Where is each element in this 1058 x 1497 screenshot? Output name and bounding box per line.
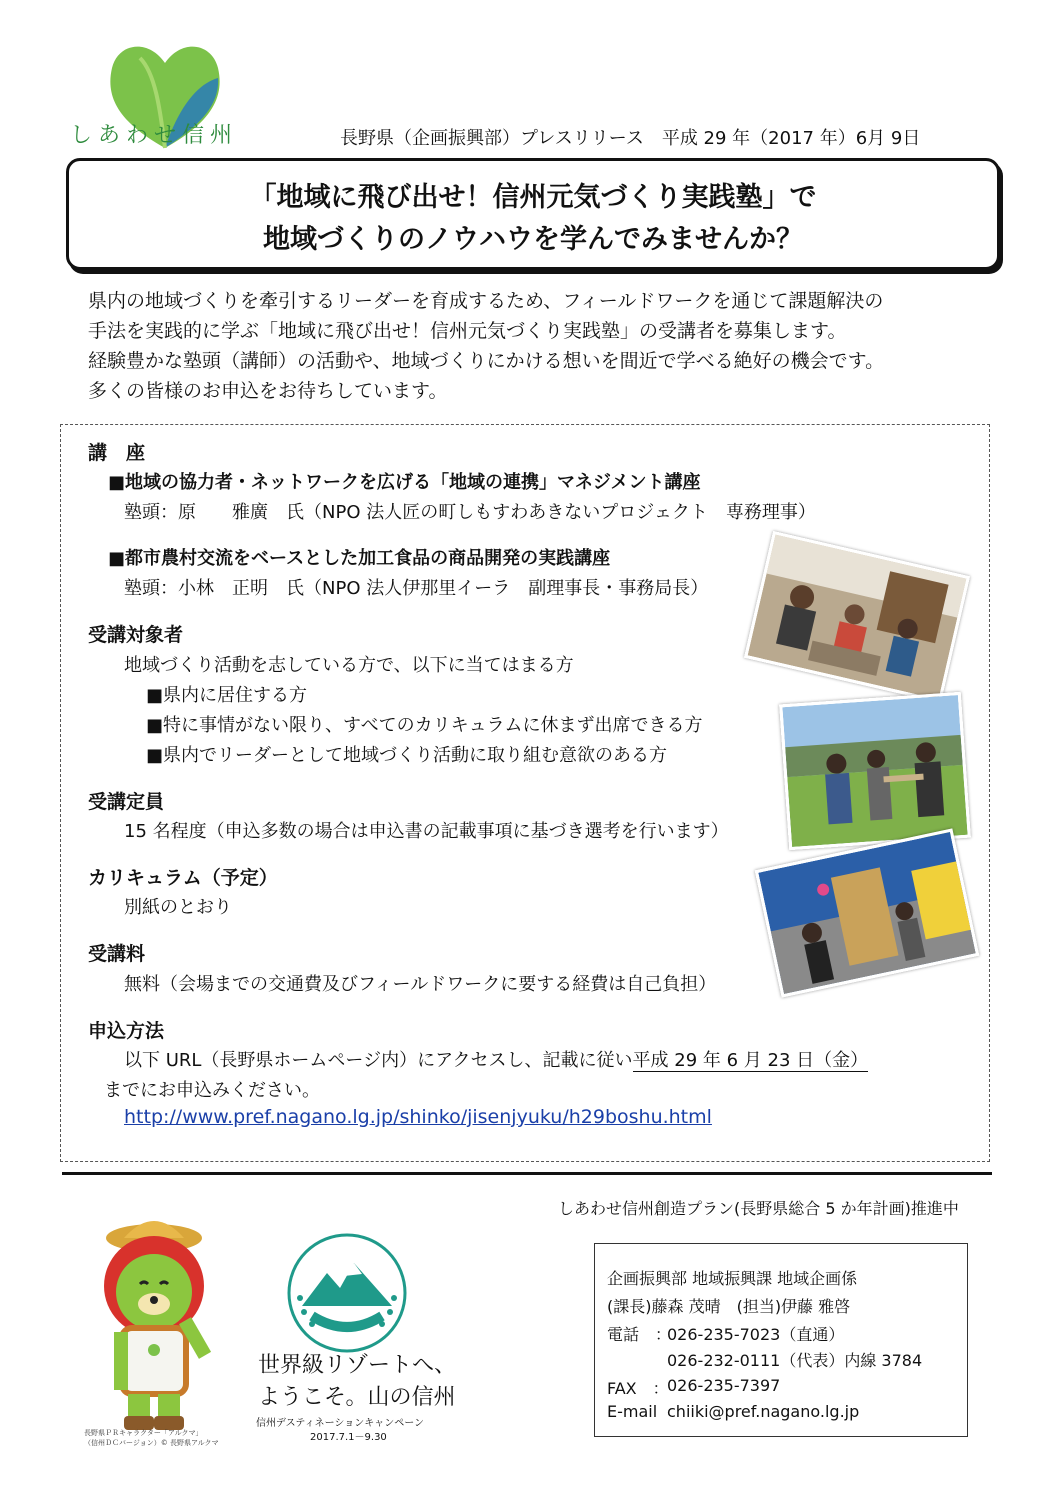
mascot-caption-line-2: （信州ＤＣバージョン）© 長野県アルクマ — [84, 1439, 219, 1447]
contact-fax: 026-235-7397 — [667, 1376, 781, 1395]
target-item: ■特に事情がない限り、すべてのカリキュラムに休まず出席できる方 — [146, 715, 703, 736]
apply-deadline: 平成 29 年 6 月 23 日（金） — [632, 1050, 869, 1071]
target-item: ■県内でリーダーとして地域づくり活動に取り組む意欲のある方 — [146, 745, 668, 766]
intro-line-2: 手法を実践的に学ぶ「地域に飛び出せ！信州元気づくり実践塾」の受講者を募集します。 — [88, 320, 847, 342]
contact-fax-label: FAX ： — [607, 1379, 669, 1398]
workshop-photo-2-image — [782, 695, 967, 847]
contact-tel-2: 026-232-0111（代表）内線 3784 — [667, 1351, 923, 1370]
target-heading: 受講対象者 — [88, 624, 184, 646]
course-1-title: ■地域の協力者・ネットワークを広げる「地域の連携」マネジメント講座 — [108, 472, 701, 493]
fee-text: 無料（会場までの交通費及びフィールドワークに要する経費は自己負担） — [124, 974, 717, 995]
plan-line: しあわせ信州創造プラン(長野県総合 5 か年計画)推進中 — [558, 1199, 959, 1218]
courses-heading: 講 座 — [88, 442, 146, 464]
title-line-2: 地域づくりのノウハウを学んでみませんか？ — [263, 224, 803, 255]
curriculum-heading: カリキュラム（予定） — [88, 867, 278, 889]
apply-url-link[interactable]: http://www.pref.nagano.lg.jp/shinko/jisenjyuku/h29boshu.html — [124, 1106, 712, 1128]
curriculum-text: 別紙のとおり — [124, 897, 232, 918]
workshop-photo-2 — [779, 692, 971, 850]
fee-heading: 受講料 — [88, 943, 146, 965]
contact-tel-1: 026-235-7023（直通） — [667, 1325, 845, 1344]
contact-tel-label: 電話 ： — [607, 1325, 672, 1344]
mascot-caption-line-1: 長野県ＰＲキャラクター「アルクマ」 — [84, 1429, 203, 1437]
contact-email: chiiki@pref.nagano.lg.jp — [667, 1402, 860, 1421]
contact-dept: 企画振興部 地域振興課 地域企画係 — [607, 1269, 858, 1288]
intro-line-4: 多くの皆様のお申込をお待ちしています。 — [88, 380, 448, 402]
target-desc: 地域づくり活動を志している方で、以下に当てはまる方 — [124, 655, 574, 676]
course-2-title: ■都市農村交流をベースとした加工食品の商品開発の実践講座 — [108, 548, 611, 569]
resort-campaign-name: 信州デスティネーションキャンペーン — [256, 1418, 424, 1429]
resort-campaign-dates: 2017.7.1－9.30 — [310, 1432, 387, 1443]
title-box — [66, 158, 1000, 270]
resort-slogan-1: 世界級リゾートへ、 — [258, 1353, 457, 1378]
capacity-text: 15 名程度（申込多数の場合は申込書の記載事項に基づき選考を行います） — [124, 821, 729, 842]
apply-heading: 申込方法 — [88, 1020, 165, 1042]
apply-text-1 — [124, 1046, 868, 1072]
arukuma-mascot-icon — [92, 1208, 242, 1436]
release-line: 長野県（企画振興部）プレスリリース 平成 29 年（2017 年）6月 9日 — [340, 128, 921, 149]
intro-line-3: 経験豊かな塾頭（講師）の活動や、地域づくりにかける想いを間近で学べる絶好の機会です。 — [88, 350, 885, 372]
contact-box — [594, 1243, 968, 1437]
mascot-caption — [84, 1428, 219, 1448]
resort-slogan-2: ようこそ。山の信州 — [258, 1385, 456, 1410]
course-1-leader: 塾頭：原 雅廣 氏（NPO 法人匠の町しもすわあきないプロジェクト 専務理事） — [124, 502, 816, 523]
target-item: ■県内に居住する方 — [146, 685, 308, 706]
logo-text: しあわせ信州 — [70, 123, 239, 148]
title-line-1: 「地域に飛び出せ！信州元気づくり実践塾」で — [249, 182, 817, 213]
capacity-heading: 受講定員 — [88, 791, 165, 813]
course-2-leader: 塾頭：小林 正明 氏（NPO 法人伊那里イーラ 副理事長・事務局長） — [124, 578, 709, 599]
worldclass-resort-badge-icon — [282, 1228, 412, 1358]
contact-email-label: E-mail — [607, 1402, 658, 1421]
contact-persons: (課長)藤森 茂晴 (担当)伊藤 雅啓 — [607, 1297, 851, 1316]
apply-text-1-main: 以下 URL（長野県ホームページ内）にアクセスし、記載に従い — [124, 1050, 633, 1071]
intro-line-1: 県内の地域づくりを牽引するリーダーを育成するため、フィールドワークを通じて課題解決の — [88, 290, 884, 312]
separator — [62, 1172, 992, 1175]
apply-text-2: までにお申込みください。 — [104, 1080, 320, 1101]
